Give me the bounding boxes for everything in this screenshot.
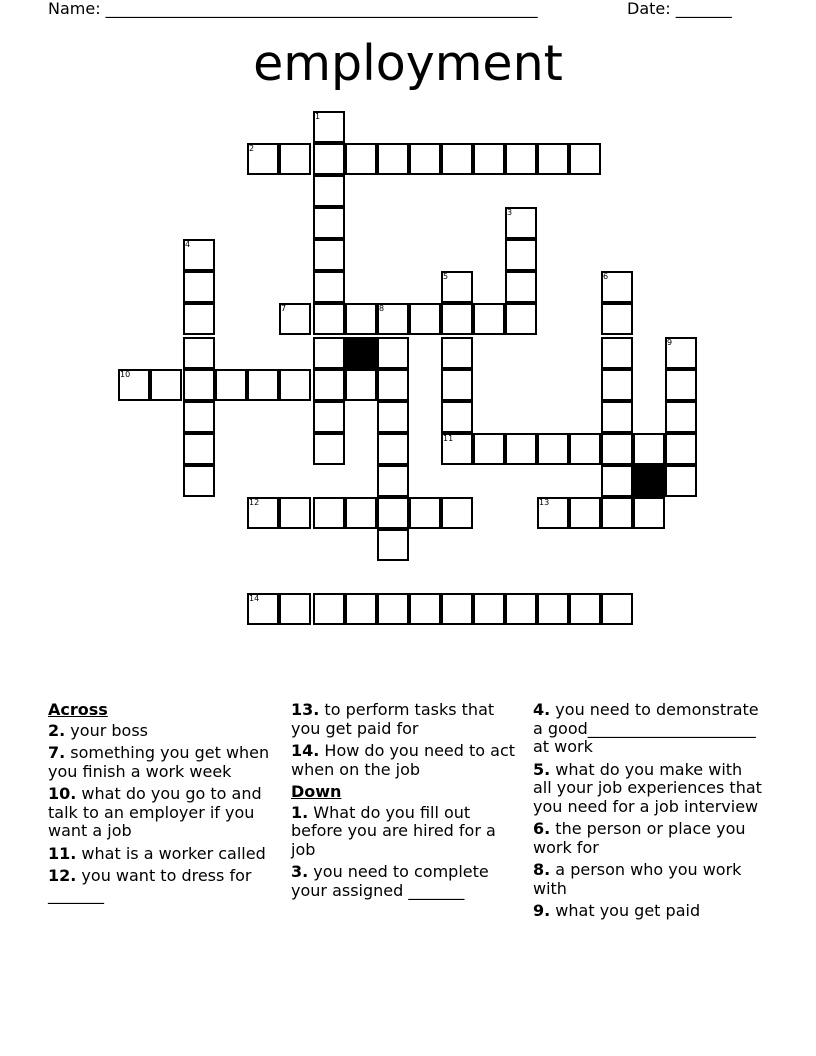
grid-cell[interactable] bbox=[665, 401, 697, 433]
clue-text: you need to complete your assigned _______ bbox=[291, 862, 489, 900]
grid-cell[interactable] bbox=[409, 143, 441, 175]
grid-cell[interactable] bbox=[279, 369, 311, 401]
grid-cell[interactable] bbox=[279, 497, 311, 529]
grid-cell[interactable] bbox=[409, 593, 441, 625]
clue-number: 11. bbox=[48, 843, 77, 863]
grid-cell[interactable] bbox=[633, 433, 665, 465]
grid-cell[interactable] bbox=[537, 433, 569, 465]
cell-number: 11 bbox=[443, 434, 454, 443]
grid-cell[interactable] bbox=[183, 465, 215, 497]
grid-cell[interactable] bbox=[441, 401, 473, 433]
clue bbox=[48, 845, 280, 864]
grid-cell[interactable] bbox=[377, 529, 409, 561]
grid-cell[interactable] bbox=[601, 593, 633, 625]
clue-number: 1. bbox=[291, 802, 309, 822]
cell-number: 9 bbox=[667, 338, 673, 347]
clue-text: something you get when you finish a work week bbox=[48, 743, 270, 781]
cell-number: 6 bbox=[603, 272, 609, 281]
down-clue-list-continued bbox=[533, 701, 765, 921]
clues-column-2 bbox=[291, 701, 523, 904]
cell-number: 4 bbox=[185, 240, 191, 249]
grid-cell[interactable] bbox=[183, 337, 215, 369]
grid-cell[interactable] bbox=[313, 143, 345, 175]
clue-text: you want to dress for _______ bbox=[48, 866, 252, 904]
grid-cell[interactable] bbox=[279, 143, 311, 175]
grid-cell[interactable] bbox=[537, 143, 569, 175]
grid-cell[interactable] bbox=[601, 401, 633, 433]
grid-cell[interactable] bbox=[441, 143, 473, 175]
grid-cell[interactable] bbox=[313, 271, 345, 303]
clue-text: What do you fill out before you are hired for a job bbox=[291, 802, 496, 859]
cell-number: 14 bbox=[249, 594, 260, 603]
grid-cell[interactable] bbox=[569, 593, 601, 625]
clue-number: 6. bbox=[533, 819, 551, 838]
grid-cell[interactable] bbox=[183, 433, 215, 465]
grid-cell[interactable] bbox=[183, 271, 215, 303]
down-heading: Down bbox=[291, 782, 342, 801]
grid-cell[interactable] bbox=[505, 303, 537, 335]
clue-number: 3. bbox=[291, 862, 309, 881]
grid-cell[interactable] bbox=[441, 303, 473, 335]
grid-cell[interactable] bbox=[345, 143, 377, 175]
clue bbox=[291, 804, 523, 860]
clue-text: what you get paid bbox=[550, 901, 701, 920]
grid-cell[interactable] bbox=[441, 497, 473, 529]
clue-number: 10. bbox=[48, 784, 77, 803]
clue-number: 4. bbox=[533, 700, 551, 719]
grid-cell[interactable] bbox=[377, 337, 409, 369]
blocked-cell bbox=[345, 337, 377, 369]
grid-cell[interactable] bbox=[441, 369, 473, 401]
grid-cell[interactable] bbox=[505, 143, 537, 175]
grid-cell[interactable] bbox=[505, 593, 537, 625]
grid-cell[interactable] bbox=[313, 337, 345, 369]
clue bbox=[533, 861, 765, 898]
cell-number: 13 bbox=[539, 498, 550, 507]
grid-cell[interactable] bbox=[247, 369, 279, 401]
grid-cell[interactable] bbox=[569, 497, 601, 529]
clue bbox=[291, 742, 523, 779]
grid-cell[interactable] bbox=[183, 369, 215, 401]
grid-cell[interactable] bbox=[345, 497, 377, 529]
clue-number: 8. bbox=[533, 860, 551, 879]
clue-text: the person or place you work for bbox=[533, 819, 746, 857]
clue-text: what is a worker called bbox=[76, 843, 266, 863]
grid-cell[interactable] bbox=[150, 369, 182, 401]
cell-number: 5 bbox=[443, 272, 449, 281]
clue bbox=[48, 722, 280, 741]
clues-column-3 bbox=[533, 701, 765, 925]
grid-cell[interactable] bbox=[601, 303, 633, 335]
grid-cell[interactable] bbox=[377, 497, 409, 529]
cell-number: 7 bbox=[281, 304, 287, 313]
blocked-cell bbox=[633, 465, 665, 497]
clue-text: to perform tasks that you get paid for bbox=[291, 700, 495, 738]
grid-cell[interactable] bbox=[601, 465, 633, 497]
clue-number: 9. bbox=[533, 901, 551, 920]
grid-cell[interactable] bbox=[377, 465, 409, 497]
grid-cell[interactable] bbox=[377, 369, 409, 401]
clue bbox=[48, 744, 280, 781]
grid-cell[interactable] bbox=[569, 143, 601, 175]
grid-cell[interactable] bbox=[313, 239, 345, 271]
clue-number: 13. bbox=[291, 700, 320, 719]
grid-cell[interactable] bbox=[505, 433, 537, 465]
across-heading: Across bbox=[48, 700, 108, 719]
clue-text: you need to demonstrate a good_____________________ at work bbox=[533, 700, 759, 756]
clue-text: a person who you work with bbox=[533, 860, 742, 898]
grid-cell[interactable] bbox=[601, 369, 633, 401]
clue-number: 14. bbox=[291, 741, 320, 760]
grid-cell[interactable] bbox=[473, 143, 505, 175]
date-field[interactable]: Date: _______ bbox=[627, 0, 732, 18]
grid-cell[interactable] bbox=[441, 337, 473, 369]
clue bbox=[533, 701, 765, 757]
grid-cell[interactable] bbox=[313, 207, 345, 239]
clue bbox=[291, 701, 523, 738]
clue-text: what do you go to and talk to an employer if you want a job bbox=[48, 784, 262, 840]
grid-cell[interactable] bbox=[377, 143, 409, 175]
grid-cell[interactable] bbox=[313, 369, 345, 401]
grid-cell[interactable] bbox=[313, 433, 345, 465]
cell-number: 8 bbox=[379, 304, 385, 313]
clue-text: How do you need to act when on the job bbox=[291, 741, 516, 779]
clue bbox=[533, 761, 765, 817]
grid-cell[interactable] bbox=[409, 497, 441, 529]
cell-number: 10 bbox=[120, 370, 131, 379]
clue bbox=[48, 785, 280, 841]
grid-cell[interactable] bbox=[505, 239, 537, 271]
cell-number: 12 bbox=[249, 498, 260, 507]
grid-cell[interactable] bbox=[345, 593, 377, 625]
clue bbox=[533, 902, 765, 921]
down-clue-list bbox=[291, 804, 523, 901]
grid-cell[interactable] bbox=[345, 303, 377, 335]
puzzle-title: employment bbox=[253, 35, 563, 92]
grid-cell[interactable] bbox=[183, 303, 215, 335]
grid-cell[interactable] bbox=[665, 433, 697, 465]
name-field[interactable]: Name: ______________________________________________________ bbox=[48, 0, 538, 18]
across-clue-list-continued bbox=[291, 701, 523, 779]
cell-number: 2 bbox=[249, 144, 255, 153]
clue bbox=[291, 863, 523, 900]
grid-cell[interactable] bbox=[665, 465, 697, 497]
grid-cell[interactable] bbox=[345, 369, 377, 401]
grid-cell[interactable] bbox=[601, 497, 633, 529]
clue-text: what do you make with all your job experiences that you need for a job interview bbox=[533, 759, 762, 816]
grid-cell[interactable] bbox=[183, 401, 215, 433]
clue-number: 7. bbox=[48, 743, 66, 762]
grid-cell[interactable] bbox=[215, 369, 247, 401]
grid-cell[interactable] bbox=[377, 401, 409, 433]
clue-number: 12. bbox=[48, 866, 77, 885]
grid-cell[interactable] bbox=[377, 593, 409, 625]
grid-cell[interactable] bbox=[601, 337, 633, 369]
grid-cell[interactable] bbox=[409, 303, 441, 335]
grid-cell[interactable] bbox=[569, 433, 601, 465]
clues-column-1 bbox=[48, 701, 280, 908]
grid-cell[interactable] bbox=[473, 303, 505, 335]
grid-cell[interactable] bbox=[537, 593, 569, 625]
grid-cell[interactable] bbox=[505, 271, 537, 303]
grid-cell[interactable] bbox=[473, 593, 505, 625]
grid-cell[interactable] bbox=[633, 497, 665, 529]
clue bbox=[48, 867, 280, 904]
grid-cell[interactable] bbox=[601, 433, 633, 465]
across-clue-list bbox=[48, 722, 280, 905]
grid-cell[interactable] bbox=[313, 303, 345, 335]
grid-cell[interactable] bbox=[313, 401, 345, 433]
grid-cell[interactable] bbox=[665, 369, 697, 401]
clue-text: your boss bbox=[65, 720, 148, 740]
grid-cell[interactable] bbox=[279, 593, 311, 625]
grid-cell[interactable] bbox=[377, 433, 409, 465]
cell-number: 3 bbox=[507, 208, 513, 217]
grid-cell[interactable] bbox=[313, 497, 345, 529]
clue bbox=[533, 820, 765, 857]
grid-cell[interactable] bbox=[313, 175, 345, 207]
cell-number: 1 bbox=[315, 112, 321, 121]
clue-number: 5. bbox=[533, 759, 551, 779]
clue-number: 2. bbox=[48, 720, 66, 740]
grid-cell[interactable] bbox=[313, 593, 345, 625]
grid-cell[interactable] bbox=[441, 593, 473, 625]
grid-cell[interactable] bbox=[473, 433, 505, 465]
